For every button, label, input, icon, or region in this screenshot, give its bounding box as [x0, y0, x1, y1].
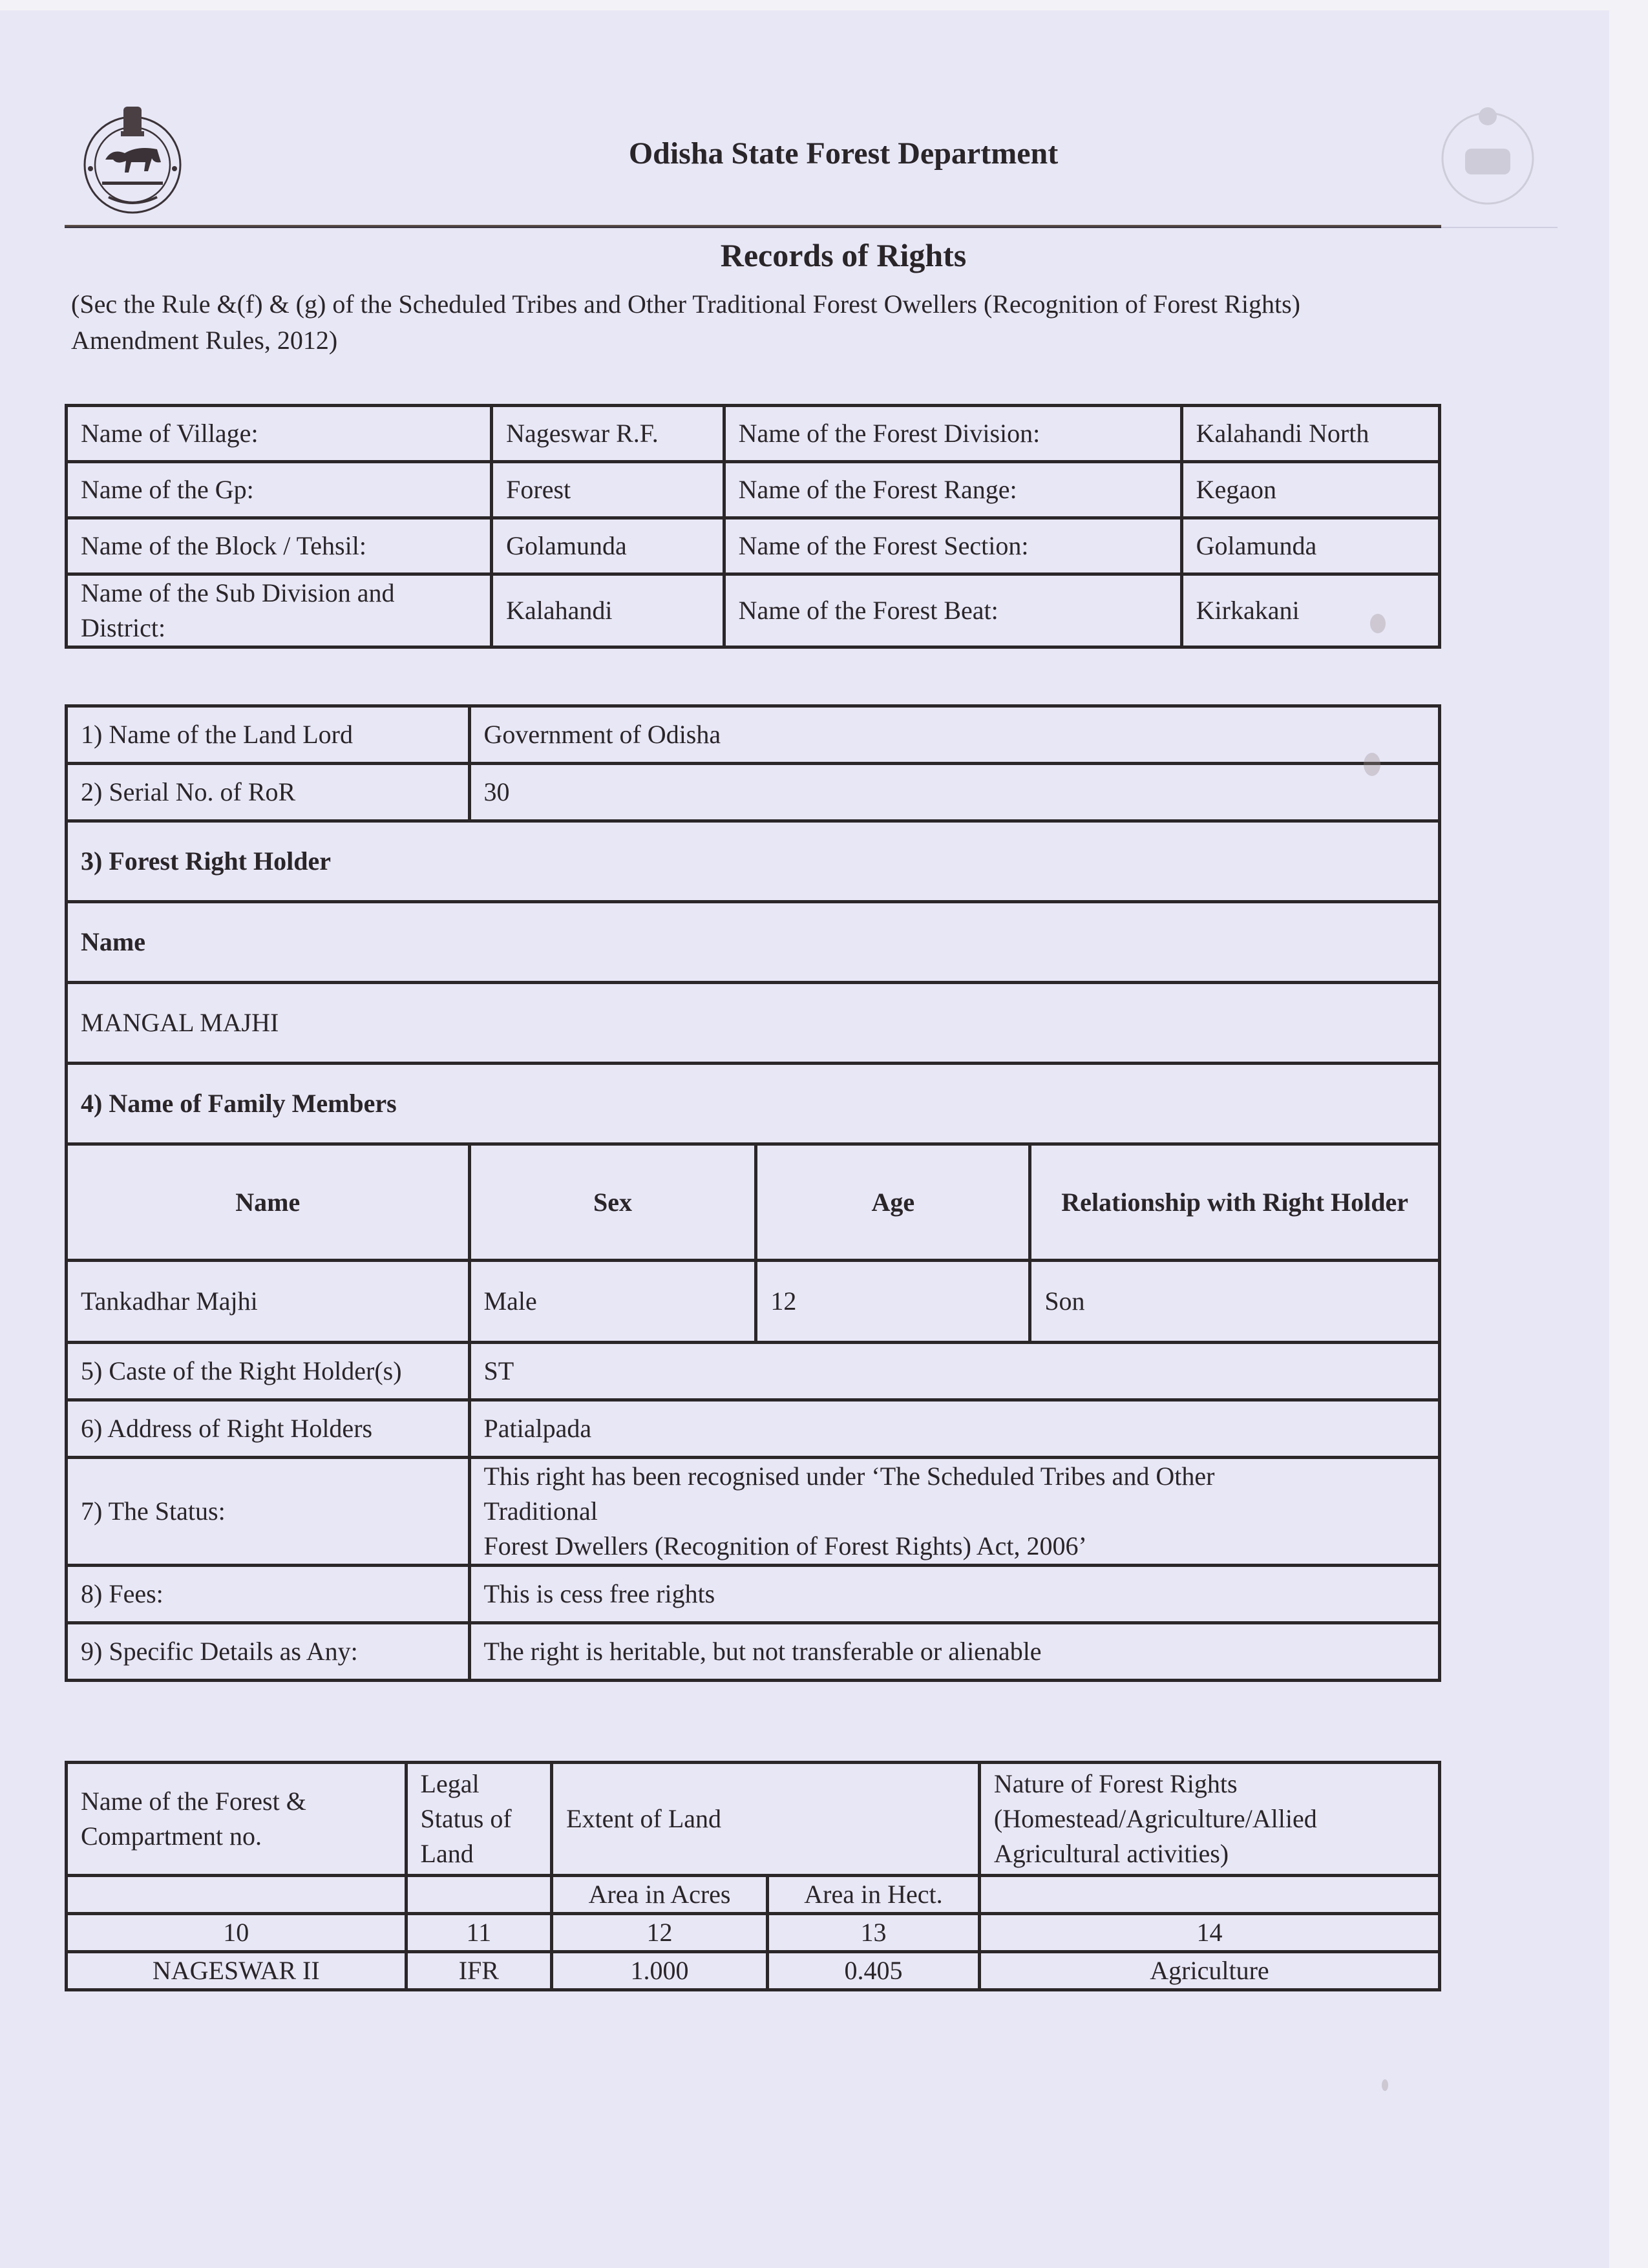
serial-value: 30	[469, 764, 1439, 821]
table-row	[67, 406, 1440, 462]
table-row	[67, 764, 1440, 821]
table-row	[67, 1566, 1440, 1623]
ink-speck	[1370, 614, 1386, 633]
family-col-relationship: Relationship with Right Holder	[1030, 1144, 1440, 1261]
rule-reference-subtitle: (Sec the Rule &(f) & (g) of the Scheduled Tribes and Other Traditional Forest Owellers (Recognition of Forest Rights) Amendment Rules, 2012)	[71, 289, 1300, 355]
status-line-1: This right has been recognised under ‘The Scheduled Tribes and Other	[483, 1462, 1215, 1491]
family-col-name: Name	[67, 1144, 470, 1261]
column-number: 10	[67, 1914, 407, 1952]
family-members-heading: 4) Name of Family Members	[67, 1064, 1440, 1144]
land-lord-label: 1) Name of the Land Lord	[67, 706, 470, 764]
table-row	[67, 1064, 1440, 1144]
subdivision-district-value: Kalahandi	[492, 574, 724, 647]
header-divider	[65, 225, 1441, 228]
empty-cell	[979, 1876, 1439, 1914]
column-number: 14	[979, 1914, 1439, 1952]
land-extent-table	[65, 1761, 1441, 1991]
header-divider-faint	[1441, 227, 1558, 228]
family-member-relationship: Son	[1030, 1261, 1440, 1343]
forest-division-label: Name of the Forest Division:	[724, 406, 1181, 462]
table-row	[67, 1458, 1440, 1566]
family-member-row	[67, 1261, 1440, 1343]
col-area-acres: Area in Acres	[552, 1876, 768, 1914]
ink-speck	[1382, 2079, 1388, 2091]
family-member-age: 12	[756, 1261, 1030, 1343]
table-row	[67, 983, 1440, 1064]
land-header-row	[67, 1763, 1440, 1876]
family-header-row	[67, 1144, 1440, 1261]
ink-speck	[1364, 753, 1380, 776]
subdivision-district-label: Name of the Sub Division and District:	[67, 574, 492, 647]
document-title: Records of Rights	[720, 237, 967, 273]
table-row	[67, 821, 1440, 902]
forest-right-holder-heading: 3) Forest Right Holder	[67, 821, 1440, 902]
block-tehsil-label: Name of the Block / Tehsil:	[67, 518, 492, 574]
gp-value: Forest	[492, 462, 724, 518]
caste-label: 5) Caste of the Right Holder(s)	[67, 1343, 470, 1400]
col-extent-of-land: Extent of Land	[552, 1763, 980, 1876]
area-hectares-value: 0.405	[767, 1952, 979, 1990]
location-table	[65, 404, 1441, 649]
table-row	[67, 518, 1440, 574]
forest-section-value: Golamunda	[1181, 518, 1439, 574]
col-nature-of-rights: Nature of Forest Rights (Homestead/Agriculture/Allied Agricultural activities)	[979, 1763, 1439, 1876]
status-line-3: Forest Dwellers (Recognition of Forest Rights) Act, 2006’	[483, 1531, 1087, 1560]
right-holder-name: MANGAL MAJHI	[67, 983, 1440, 1064]
land-data-row	[67, 1952, 1440, 1990]
department-title: Odisha State Forest Department	[628, 136, 1059, 171]
empty-cell	[406, 1876, 552, 1914]
empty-cell	[67, 1876, 407, 1914]
table-row	[67, 1623, 1440, 1681]
table-row	[67, 462, 1440, 518]
land-subheader-row	[67, 1876, 1440, 1914]
specific-details-value: The right is heritable, but not transferable or alienable	[469, 1623, 1439, 1681]
column-number: 13	[767, 1914, 979, 1952]
specific-details-label: 9) Specific Details as Any:	[67, 1623, 470, 1681]
address-label: 6) Address of Right Holders	[67, 1400, 470, 1458]
col-forest-compartment: Name of the Forest & Compartment no.	[67, 1763, 407, 1876]
table-row	[67, 1400, 1440, 1458]
table-row	[67, 574, 1440, 647]
family-member-sex: Male	[469, 1261, 756, 1343]
forest-range-value: Kegaon	[1181, 462, 1439, 518]
family-col-age: Age	[756, 1144, 1030, 1261]
forest-beat-label: Name of the Forest Beat:	[724, 574, 1181, 647]
forest-section-label: Name of the Forest Section:	[724, 518, 1181, 574]
table-row	[67, 1343, 1440, 1400]
family-col-sex: Sex	[469, 1144, 756, 1261]
status-line-2: Traditional	[483, 1496, 598, 1526]
right-holder-details-table	[65, 704, 1441, 1682]
fees-label: 8) Fees:	[67, 1566, 470, 1623]
village-label: Name of Village:	[67, 406, 492, 462]
status-value	[469, 1458, 1439, 1566]
table-row	[67, 902, 1440, 983]
fees-value: This is cess free rights	[469, 1566, 1439, 1623]
area-acres-value: 1.000	[552, 1952, 768, 1990]
block-tehsil-value: Golamunda	[492, 518, 724, 574]
column-number-row	[67, 1914, 1440, 1952]
village-value: Nageswar R.F.	[492, 406, 724, 462]
table-row	[67, 706, 1440, 764]
caste-value: ST	[469, 1343, 1439, 1400]
forest-compartment-value: NAGESWAR II	[67, 1952, 407, 1990]
forest-beat-value: Kirkakani	[1181, 574, 1439, 647]
col-legal-status: Legal Status of Land	[406, 1763, 552, 1876]
col-area-hectares: Area in Hect.	[767, 1876, 979, 1914]
forest-range-label: Name of the Forest Range:	[724, 462, 1181, 518]
nature-of-rights-value: Agriculture	[979, 1952, 1439, 1990]
gp-label: Name of the Gp:	[67, 462, 492, 518]
name-heading: Name	[67, 902, 1440, 983]
address-value: Patialpada	[469, 1400, 1439, 1458]
status-label: 7) The Status:	[67, 1458, 470, 1566]
forest-division-value: Kalahandi North	[1181, 406, 1439, 462]
column-number: 12	[552, 1914, 768, 1952]
legal-status-value: IFR	[406, 1952, 552, 1990]
serial-label: 2) Serial No. of RoR	[67, 764, 470, 821]
land-lord-value: Government of Odisha	[469, 706, 1439, 764]
column-number: 11	[406, 1914, 552, 1952]
family-member-name: Tankadhar Majhi	[67, 1261, 470, 1343]
